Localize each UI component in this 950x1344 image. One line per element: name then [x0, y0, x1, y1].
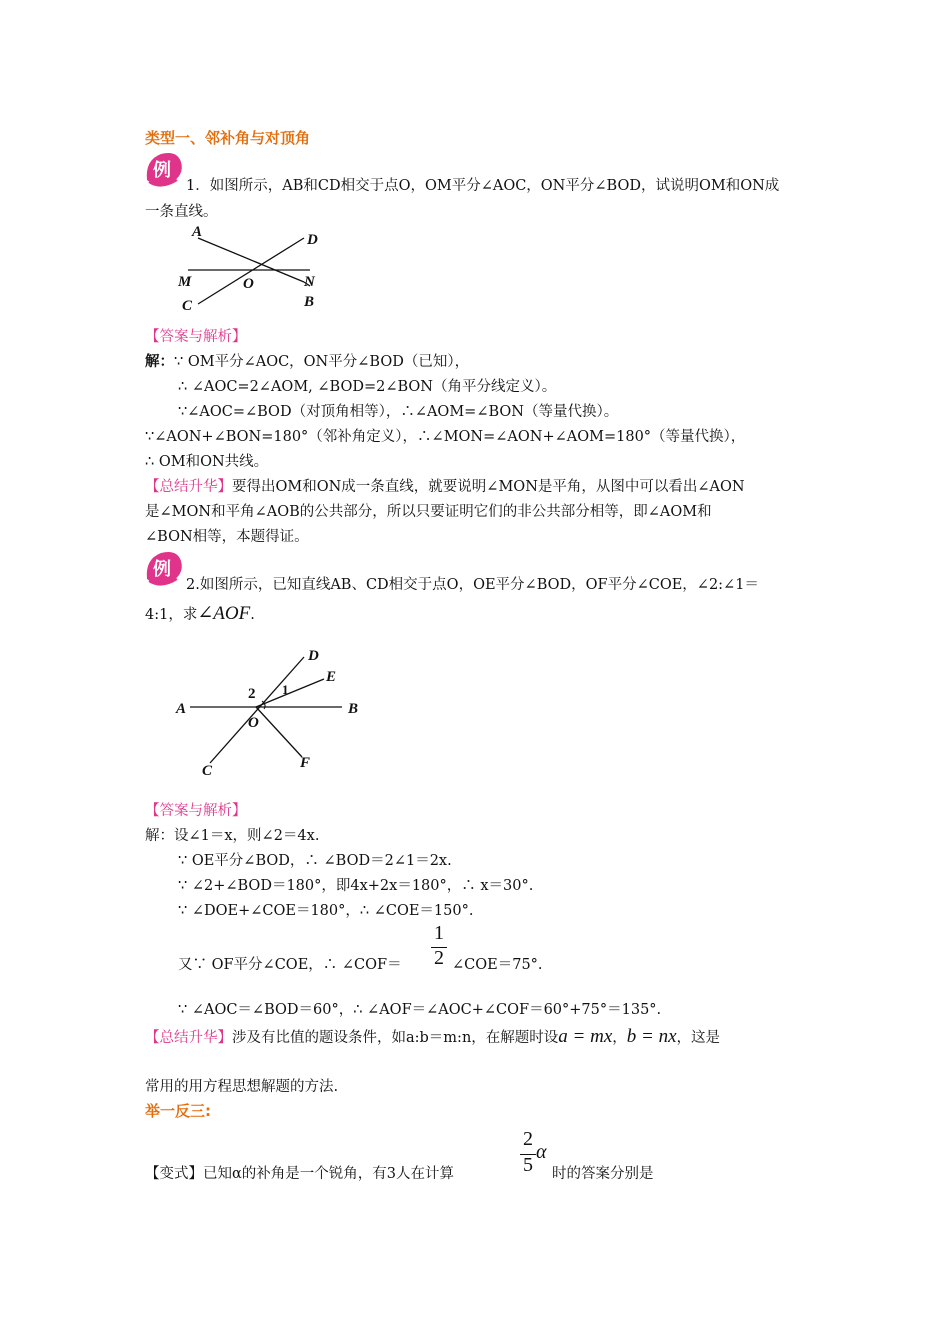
ex2-question-line2	[145, 604, 255, 625]
solution-prefix: 解：	[145, 353, 174, 370]
ex2-solution-line4: ∵ ∠DOE+∠COE＝180°，∴ ∠COE＝150°.	[178, 903, 474, 919]
ex1-question-line2: 一条直线。	[145, 204, 218, 220]
ex1-solution-line1	[145, 352, 469, 372]
ex2-solution-line3: ∵ ∠2+∠BOD＝180°，即4x+2x＝180°，∴ x＝30°.	[178, 878, 534, 894]
ex2-frac-denominator: 2	[434, 947, 444, 969]
fig2-label-A: A	[176, 701, 187, 717]
badge-label: 例	[153, 160, 171, 181]
fig2-label-F: F	[300, 755, 311, 771]
ex1-answer-heading: 【答案与解析】	[145, 329, 247, 345]
math-sep: ，	[612, 1030, 627, 1046]
fig2-label-E: E	[326, 669, 337, 685]
ex2-solution-line1: 解：设∠1＝x，则∠2＝4x.	[145, 828, 320, 844]
fig1-label-M: M	[178, 274, 192, 290]
variant-text: 已知α的补角是一个锐角，有3人在计算	[203, 1166, 455, 1182]
ex2-solution-line5-prefix: 又∵ OF平分∠COE，∴ ∠COF＝	[178, 957, 402, 973]
math-b: b = nx	[626, 1026, 677, 1047]
variant-text-suffix: 时的答案分别是	[552, 1166, 654, 1182]
fig1-label-N: N	[304, 274, 315, 290]
ex1-solution-line4: ∵∠AON+∠BON=180°（邻补角定义），∴∠MON=∠AON+∠AOM=180°（等量代换），	[145, 429, 746, 445]
solution-text: ∵ OM平分∠AOC，ON平分∠BOD（已知），	[174, 354, 470, 370]
ex2-solution-line5-suffix: ∠COE＝75°.	[452, 957, 543, 973]
badge-label: 例	[153, 559, 171, 580]
ex1-solution-line2: ∴ ∠AOC=2∠AOM, ∠BOD=2∠BON（角平分线定义）。	[178, 379, 557, 395]
summary-text: 涉及有比值的题设条件，如a:b＝m:n，在解题时设	[232, 1030, 559, 1046]
summary-heading: 【总结升华】	[145, 479, 232, 495]
section-title: 类型一、邻补角与对顶角	[145, 129, 311, 147]
fig1-label-B: B	[304, 294, 315, 310]
fig2-label-C: C	[202, 763, 213, 779]
variant-line	[145, 1164, 454, 1184]
ex1-question-line1: 1．如图所示，AB和CD相交于点O，OM平分∠AOC，ON平分∠BOD，试说明OM和ON成	[186, 178, 780, 194]
example-badge-1	[143, 150, 187, 190]
fig1-label-A: A	[192, 224, 203, 240]
ex2-answer-heading: 【答案与解析】	[145, 803, 247, 819]
summary-heading: 【总结升华】	[145, 1030, 232, 1046]
variant-frac-variable: α	[536, 1141, 547, 1163]
ex1-summary-line1	[145, 477, 745, 497]
q-math: ∠AOF	[197, 603, 251, 624]
fig2-label-1: 1	[282, 682, 289, 697]
fig1-label-C: C	[182, 298, 193, 314]
fig2-label-O: O	[248, 715, 259, 731]
summary-text: 要得出OM和ON成一条直线，就要说明∠MON是平角，从图中可以看出∠AON	[232, 479, 745, 495]
summary-tail: ，这是	[676, 1030, 721, 1046]
ex2-solution-line2: ∵ OE平分∠BOD，∴ ∠BOD＝2∠1＝2x.	[178, 853, 452, 869]
variant-label: 【变式】	[145, 1166, 203, 1182]
ex2-figure	[172, 643, 372, 783]
ex1-solution-line3: ∵∠AOC=∠BOD（对顶角相等），∴∠AOM=∠BON（等量代换）。	[178, 404, 619, 420]
example-badge-2	[143, 549, 187, 589]
ex2-question-line1: 2.如图所示，已知直线AB、CD相交于点O，OE平分∠BOD，OF平分∠COE，∠2:∠1＝	[186, 577, 759, 593]
variant-frac-denominator: 5	[523, 1154, 533, 1176]
q-prefix: 4:1，求	[145, 607, 198, 623]
fig1-label-O: O	[243, 276, 254, 292]
q-suffix: .	[250, 607, 255, 623]
variant-frac-numerator: 2	[523, 1128, 533, 1150]
ex1-summary-line2: 是∠MON和平角∠AOB的公共部分，所以只要证明它们的非公共部分相等，即∠AOM和	[145, 504, 712, 520]
practice-heading: 举一反三:	[145, 1102, 211, 1120]
fig2-label-2: 2	[248, 686, 256, 702]
ex2-summary-line2: 常用的用方程思想解题的方法.	[145, 1079, 339, 1095]
ex1-summary-line3: ∠BON相等，本题得证。	[145, 529, 309, 545]
fig2-label-B: B	[348, 701, 359, 717]
math-a: a = mx	[558, 1026, 613, 1047]
ex1-solution-line5: ∴ OM和ON共线。	[145, 454, 269, 470]
ex2-solution-line6: ∵ ∠AOC＝∠BOD＝60°，∴ ∠AOF＝∠AOC+∠COF＝60°+75°＝135°.	[178, 1002, 662, 1018]
ex1-figure	[170, 222, 340, 314]
fig2-label-D: D	[308, 648, 319, 664]
fig1-label-D: D	[307, 232, 318, 248]
ex2-summary-line1	[145, 1027, 720, 1048]
ex2-frac-numerator: 1	[434, 922, 444, 944]
